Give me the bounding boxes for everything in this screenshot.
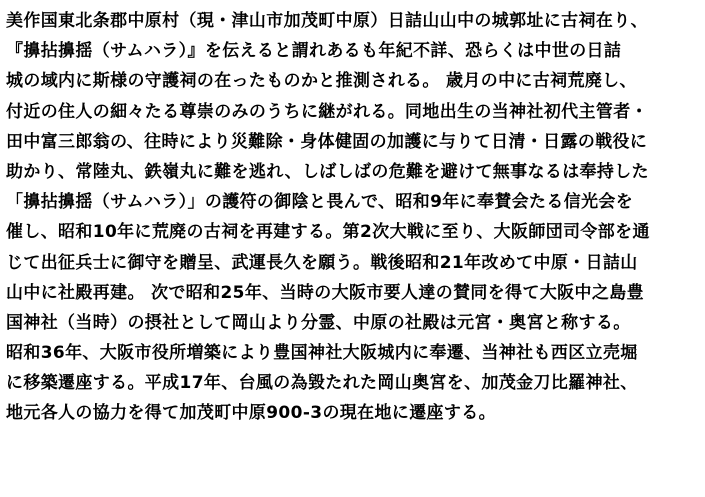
text-line: 付近の住人の細々たる尊崇のみのうちに継がれる。同地出生の当神社初代主管者・ — [6, 101, 648, 122]
text-line: 助かり、常陸丸、鉄嶺丸に難を逃れ、しばしばの危難を避けて無事なるは奉持した — [6, 161, 649, 182]
text-line: 「擤拈擤揺（サムハラ）」の護符の御陰と畏んで、昭和9年に奉賛会たる信光会を — [6, 192, 634, 213]
text-line: 『擤拈擤揺（サムハラ）』を伝えると謂れあるも年紀不詳、恐らくは中世の日詰 — [6, 41, 622, 62]
text-line: 催し、昭和10年に荒廃の古祠を再建する。第2次大戦に至り、大阪師団司令部を通 — [6, 222, 650, 243]
text-line: に移築遷座する。平成17年、台風の為毀たれた岡山奥宮を、加茂金刀比羅神社、 — [6, 373, 638, 394]
text-line: 地元各人の協力を得て加茂町中原900-3の現在地に遷座する。 — [6, 403, 496, 424]
text-line: 美作国東北条郡中原村（現・津山市加茂町中原）日詰山山中の城郭址に古祠在り、 — [6, 11, 648, 31]
text-line: 山中に社殿再建。 次で昭和25年、当時の大阪市要人達の賛同を得て大阪中之島豊 — [6, 282, 644, 303]
document-body — [6, 6, 702, 429]
text-line: 昭和36年、大阪市役所増築により豊国神社大阪城内に奉遷、当神社も西区立売堀 — [6, 343, 638, 364]
text-line: 田中富三郎翁の、往時により災難除・身体健固の加護に与りて日清・日露の戦役に — [6, 131, 648, 152]
text-line: 国神社（当時）の摂社として岡山より分霊、中原の社殿は元宮・奥宮と称する。 — [6, 312, 631, 333]
text-line: 城の域内に斯様の守護祠の在ったものかと推測される。 歳月の中に古祠荒廃し、 — [6, 71, 637, 92]
text-line: じて出征兵士に御守を贈呈、武運長久を願う。戦後昭和21年改めて中原・日詰山 — [6, 252, 638, 273]
